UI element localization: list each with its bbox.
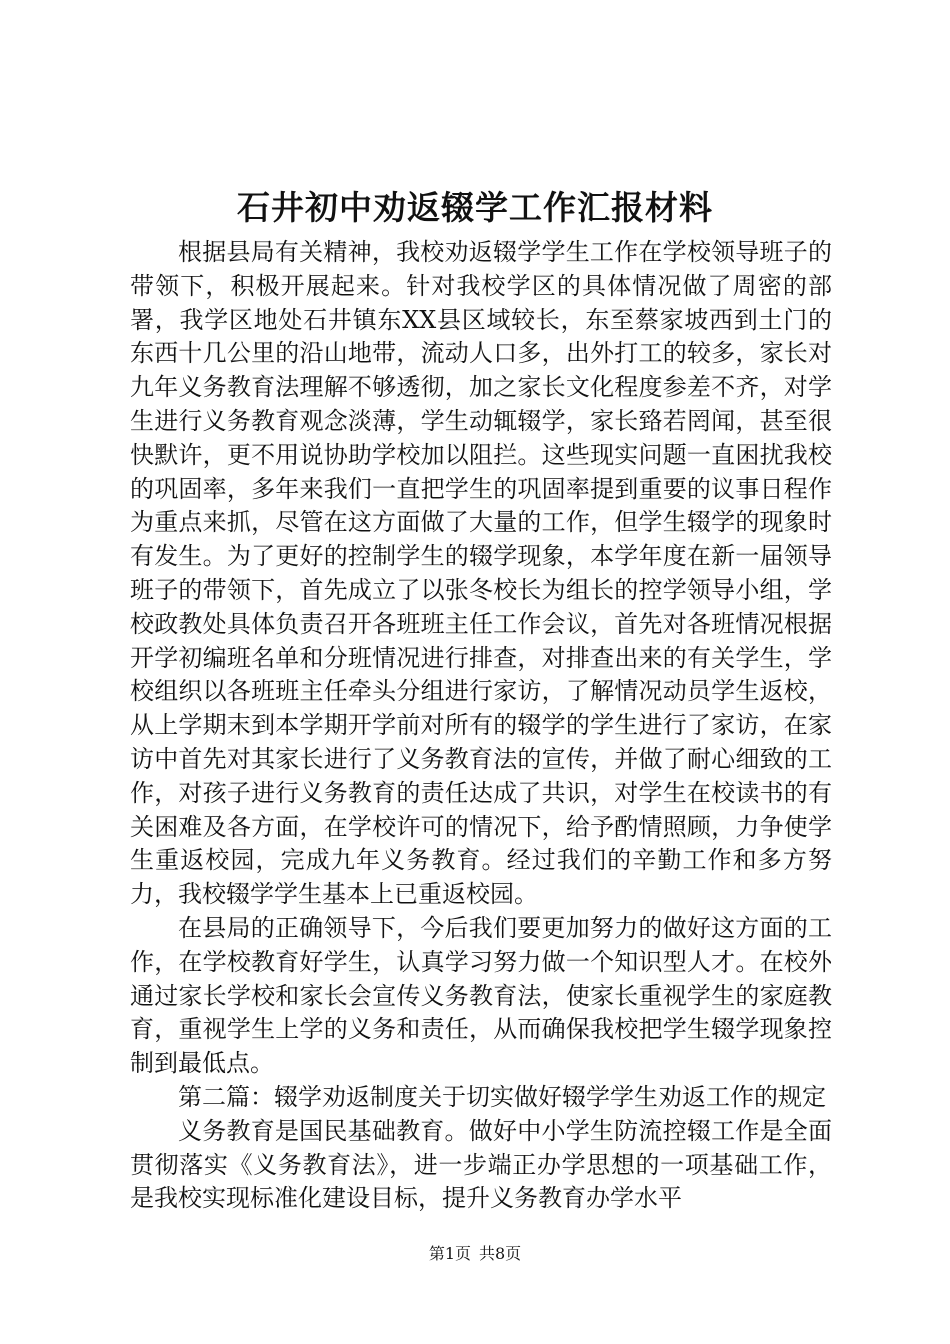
document-body	[130, 236, 832, 1216]
page-number: 第1页	[428, 1244, 471, 1263]
page-footer	[0, 1244, 950, 1264]
page-total: 共8页	[479, 1244, 522, 1263]
section-heading: 第二篇：辍学劝返制度关于切实做好辍学学生劝返工作的规定	[178, 1082, 826, 1111]
document-title: 石井初中劝返辍学工作汇报材料	[237, 188, 713, 227]
paragraph-1: 根据县局有关精神，我校劝返辍学学生工作在学校领导班子的带领下，积极开展起来。针对我校学区的具体情况做了周密的部署，我学区地处石井镇东XX县区域较长，东至蔡家坡西到土门的东西十几公里的沿山地带，流动人口多，出外打工的较多，家长对九年义务教育法理解不够透彻，加之家长文化程度参差不齐，对学生进行义务教育观念淡薄，学生动辄辍学，家长臵若罔闻，甚至很快默许，更不用说协助学校加以阻拦。这些现实问题一直困扰我校的巩固率，多年来我们一直把学生的巩固率提到重要的议事日程作为重点来抓，尽管在这方面做了大量的工作，但学生辍学的现象时有发生。为了更好的控制学生的辍学现象，本学年度在新一届领导班子的带领下，首先成立了以张冬校长为组长的控学领导小组，学校政教处具体负责召开各班班主任工作会议，首先对各班情况根据开学初编班名单和分班情况进行排查，对排查出来的有关学生，学校组织以各班班主任牵头分组进行家访，了解情况动员学生返校，从上学期末到本学期开学前对所有的辍学的学生进行了家访，在家访中首先对其家长进行了义务教育法的宣传，并做了耐心细致的工作，对孩子进行义务教育的责任达成了共识，对学生在校读书的有关困难及各方面，在学校许可的情况下，给予酌情照顾，力争使学生重返校园，完成九年义务教育。经过我们的辛勤工作和多方努力，我校辍学学生基本上已重返校园。	[130, 238, 832, 909]
paragraph-3: 义务教育是国民基础教育。做好中小学生防流控辍工作是全面贯彻落实《义务教育法》，进一步端正办学思想的一项基础工作，是我校实现标准化建设目标，提升义务教育办学水平	[130, 1116, 832, 1213]
paragraph-2: 在县局的正确领导下，今后我们要更加努力的做好这方面的工作，在学校教育好学生，认真学习努力做一个知识型人才。在校外通过家长学校和家长会宣传义务教育法，使家长重视学生的家庭教育，重视学生上学的义务和责任，从而确保我校把学生辍学现象控制到最低点。	[130, 913, 832, 1078]
